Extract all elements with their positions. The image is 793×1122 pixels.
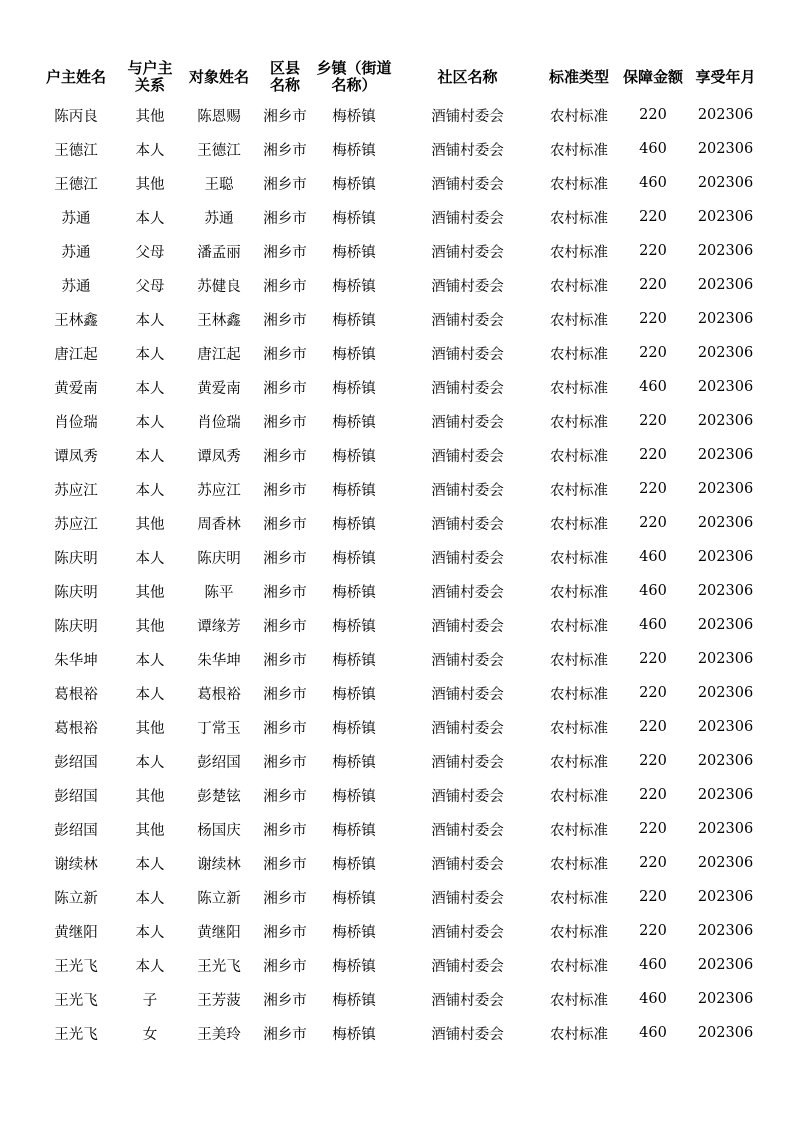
community-cell: 酒铺村委会 [431,788,504,805]
benefit-amount-cell: 460 [639,1025,667,1041]
township-cell: 梅桥镇 [332,380,376,397]
household-head-name-cell: 葛根裕 [54,686,98,703]
household-head-name-cell: 王光飞 [54,958,98,975]
household-head-name-cell: 王林鑫 [54,312,98,329]
household-head-name-cell: 葛根裕 [54,720,98,737]
standard-type-cell: 农村标准 [550,686,608,703]
recipient-name-cell: 王德江 [197,142,241,159]
relation-cell: 本人 [135,380,165,397]
standard-type-cell: 农村标准 [550,312,608,329]
relation-cell: 其他 [135,584,165,601]
table-row [33,336,763,370]
header-household-head-name: 户主姓名 [45,67,106,86]
relation-cell: 其他 [135,618,165,635]
county-cell: 湘乡市 [263,958,307,975]
recipient-name-cell: 苏通 [204,210,234,227]
standard-type-cell: 农村标准 [550,958,608,975]
standard-type-cell: 农村标准 [550,822,608,839]
table-row [33,744,763,778]
household-head-name-cell: 王光飞 [54,992,98,1009]
community-cell: 酒铺村委会 [431,210,504,227]
recipient-name-cell: 王聪 [204,176,234,193]
community-cell: 酒铺村委会 [431,822,504,839]
relation-cell: 本人 [135,924,165,941]
township-cell: 梅桥镇 [332,924,376,941]
township-cell: 梅桥镇 [332,754,376,771]
table-row [33,438,763,472]
relation-cell: 父母 [135,278,165,295]
standard-type-cell: 农村标准 [550,142,608,159]
benefit-month-cell: 202306 [697,583,754,599]
county-cell: 湘乡市 [263,278,307,295]
township-cell: 梅桥镇 [332,108,376,125]
benefit-month-cell: 202306 [697,413,754,429]
standard-type-cell: 农村标准 [550,754,608,771]
standard-type-cell: 农村标准 [550,788,608,805]
standard-type-cell: 农村标准 [550,176,608,193]
county-cell: 湘乡市 [263,176,307,193]
table-row [33,948,763,982]
table-row [33,506,763,540]
standard-type-cell: 农村标准 [550,992,608,1009]
township-cell: 梅桥镇 [332,584,376,601]
benefit-amount-cell: 220 [639,481,667,497]
household-head-name-cell: 王德江 [54,142,98,159]
header-community-name: 社区名称 [437,67,498,86]
benefit-month-cell: 202306 [697,821,754,837]
standard-type-cell: 农村标准 [550,448,608,465]
recipient-name-cell: 苏应江 [197,482,241,499]
benefit-amount-cell: 220 [639,821,667,837]
relation-cell: 本人 [135,958,165,975]
household-head-name-cell: 苏通 [61,244,91,261]
standard-type-cell: 农村标准 [550,550,608,567]
household-head-name-cell: 陈庆明 [54,584,98,601]
household-head-name-cell: 彭绍国 [54,754,98,771]
benefit-amount-cell: 220 [639,685,667,701]
relation-cell: 本人 [135,482,165,499]
township-cell: 梅桥镇 [332,448,376,465]
township-cell: 梅桥镇 [332,890,376,907]
county-cell: 湘乡市 [263,380,307,397]
household-head-name-cell: 陈庆明 [54,618,98,635]
community-cell: 酒铺村委会 [431,448,504,465]
community-cell: 酒铺村委会 [431,550,504,567]
benefit-month-cell: 202306 [697,175,754,191]
benefit-month-cell: 202306 [697,277,754,293]
standard-type-cell: 农村标准 [550,346,608,363]
benefit-month-cell: 202306 [697,379,754,395]
benefit-amount-cell: 220 [639,311,667,327]
relation-cell: 父母 [135,244,165,261]
benefit-month-cell: 202306 [697,957,754,973]
county-cell: 湘乡市 [263,244,307,261]
household-head-name-cell: 唐江起 [54,346,98,363]
benefit-month-cell: 202306 [697,855,754,871]
township-cell: 梅桥镇 [332,1026,376,1043]
community-cell: 酒铺村委会 [431,720,504,737]
benefit-amount-cell: 460 [639,617,667,633]
benefit-amount-cell: 220 [639,515,667,531]
benefit-amount-cell: 460 [639,991,667,1007]
township-cell: 梅桥镇 [332,244,376,261]
benefit-month-cell: 202306 [697,345,754,361]
benefit-month-cell: 202306 [697,447,754,463]
community-cell: 酒铺村委会 [431,924,504,941]
header-standard-type: 标准类型 [548,67,609,86]
household-head-name-cell: 苏通 [61,210,91,227]
recipient-name-cell: 杨国庆 [197,822,241,839]
benefit-amount-cell: 220 [639,209,667,225]
township-cell: 梅桥镇 [332,550,376,567]
recipient-name-cell: 彭绍国 [197,754,241,771]
benefit-month-cell: 202306 [697,617,754,633]
household-head-name-cell: 谢续林 [54,856,98,873]
benefit-month-cell: 202306 [697,243,754,259]
community-cell: 酒铺村委会 [431,652,504,669]
county-cell: 湘乡市 [263,516,307,533]
community-cell: 酒铺村委会 [431,142,504,159]
table-row [33,778,763,812]
community-cell: 酒铺村委会 [431,618,504,635]
community-cell: 酒铺村委会 [431,278,504,295]
benefit-amount-cell: 220 [639,243,667,259]
table-row [33,846,763,880]
household-head-name-cell: 朱华坤 [54,652,98,669]
table-row [33,472,763,506]
community-cell: 酒铺村委会 [431,244,504,261]
relation-cell: 本人 [135,652,165,669]
benefit-month-cell: 202306 [697,515,754,531]
benefit-month-cell: 202306 [697,923,754,939]
table-row [33,540,763,574]
recipient-name-cell: 周香林 [197,516,241,533]
community-cell: 酒铺村委会 [431,346,504,363]
recipient-name-cell: 肖俭瑞 [197,414,241,431]
township-cell: 梅桥镇 [332,414,376,431]
benefit-month-cell: 202306 [697,991,754,1007]
township-cell: 梅桥镇 [332,516,376,533]
county-cell: 湘乡市 [263,924,307,941]
township-cell: 梅桥镇 [332,618,376,635]
recipient-name-cell: 黄爱南 [197,380,241,397]
recipient-name-cell: 彭楚铉 [197,788,241,805]
assistance-recipient-table [33,56,763,1050]
county-cell: 湘乡市 [263,108,307,125]
relation-cell: 本人 [135,686,165,703]
relation-cell: 其他 [135,822,165,839]
township-cell: 梅桥镇 [332,278,376,295]
benefit-amount-cell: 220 [639,855,667,871]
community-cell: 酒铺村委会 [431,584,504,601]
relation-cell: 其他 [135,176,165,193]
table-row [33,200,763,234]
table-row [33,370,763,404]
relation-cell: 本人 [135,210,165,227]
header-relation-to-head: 与户主 关系 [127,59,173,94]
benefit-amount-cell: 460 [639,549,667,565]
standard-type-cell: 农村标准 [550,924,608,941]
community-cell: 酒铺村委会 [431,482,504,499]
recipient-name-cell: 丁常玉 [197,720,241,737]
household-head-name-cell: 苏通 [61,278,91,295]
township-cell: 梅桥镇 [332,142,376,159]
relation-cell: 女 [142,1026,158,1043]
header-benefit-month: 享受年月 [695,67,756,86]
benefit-amount-cell: 220 [639,107,667,123]
county-cell: 湘乡市 [263,652,307,669]
township-cell: 梅桥镇 [332,312,376,329]
benefit-month-cell: 202306 [697,481,754,497]
relation-cell: 本人 [135,856,165,873]
table-row [33,574,763,608]
relation-cell: 本人 [135,550,165,567]
county-cell: 湘乡市 [263,788,307,805]
benefit-month-cell: 202306 [697,889,754,905]
recipient-name-cell: 陈立新 [197,890,241,907]
county-cell: 湘乡市 [263,550,307,567]
relation-cell: 本人 [135,346,165,363]
township-cell: 梅桥镇 [332,176,376,193]
recipient-name-cell: 谭凤秀 [197,448,241,465]
community-cell: 酒铺村委会 [431,958,504,975]
benefit-month-cell: 202306 [697,107,754,123]
township-cell: 梅桥镇 [332,720,376,737]
community-cell: 酒铺村委会 [431,890,504,907]
table-row [33,98,763,132]
benefit-amount-cell: 220 [639,753,667,769]
header-township-name: 乡镇（街道 名称） [316,59,392,94]
recipient-name-cell: 朱华坤 [197,652,241,669]
benefit-amount-cell: 460 [639,583,667,599]
standard-type-cell: 农村标准 [550,482,608,499]
recipient-name-cell: 唐江起 [197,346,241,363]
county-cell: 湘乡市 [263,346,307,363]
standard-type-cell: 农村标准 [550,618,608,635]
recipient-name-cell: 陈恩赐 [197,108,241,125]
relation-cell: 本人 [135,754,165,771]
table-row [33,676,763,710]
benefit-month-cell: 202306 [697,753,754,769]
standard-type-cell: 农村标准 [550,1026,608,1043]
relation-cell: 本人 [135,312,165,329]
benefit-amount-cell: 460 [639,141,667,157]
county-cell: 湘乡市 [263,890,307,907]
table-row [33,710,763,744]
household-head-name-cell: 苏应江 [54,482,98,499]
county-cell: 湘乡市 [263,754,307,771]
benefit-amount-cell: 220 [639,277,667,293]
county-cell: 湘乡市 [263,822,307,839]
township-cell: 梅桥镇 [332,992,376,1009]
benefit-amount-cell: 220 [639,651,667,667]
community-cell: 酒铺村委会 [431,108,504,125]
relation-cell: 本人 [135,142,165,159]
recipient-name-cell: 陈庆明 [197,550,241,567]
table-row [33,1016,763,1050]
county-cell: 湘乡市 [263,482,307,499]
county-cell: 湘乡市 [263,142,307,159]
township-cell: 梅桥镇 [332,788,376,805]
standard-type-cell: 农村标准 [550,720,608,737]
relation-cell: 其他 [135,720,165,737]
benefit-month-cell: 202306 [697,651,754,667]
recipient-name-cell: 王芳菠 [197,992,241,1009]
standard-type-cell: 农村标准 [550,584,608,601]
household-head-name-cell: 陈立新 [54,890,98,907]
table-header [33,56,763,98]
community-cell: 酒铺村委会 [431,312,504,329]
community-cell: 酒铺村委会 [431,1026,504,1043]
header-row [33,56,763,98]
relation-cell: 本人 [135,414,165,431]
township-cell: 梅桥镇 [332,482,376,499]
benefit-amount-cell: 460 [639,379,667,395]
household-head-name-cell: 黄继阳 [54,924,98,941]
county-cell: 湘乡市 [263,210,307,227]
standard-type-cell: 农村标准 [550,210,608,227]
community-cell: 酒铺村委会 [431,516,504,533]
household-head-name-cell: 苏应江 [54,516,98,533]
standard-type-cell: 农村标准 [550,414,608,431]
benefit-month-cell: 202306 [697,787,754,803]
relation-cell: 子 [142,992,158,1009]
table-row [33,914,763,948]
table-row [33,132,763,166]
benefit-amount-cell: 220 [639,923,667,939]
household-head-name-cell: 肖俭瑞 [54,414,98,431]
standard-type-cell: 农村标准 [550,380,608,397]
recipient-name-cell: 苏健良 [197,278,241,295]
household-head-name-cell: 王光飞 [54,1026,98,1043]
standard-type-cell: 农村标准 [550,652,608,669]
standard-type-cell: 农村标准 [550,108,608,125]
table-body [33,98,763,1050]
table-row [33,166,763,200]
recipient-name-cell: 陈平 [204,584,234,601]
household-head-name-cell: 彭绍国 [54,788,98,805]
relation-cell: 本人 [135,448,165,465]
household-head-name-cell: 陈丙良 [54,108,98,125]
community-cell: 酒铺村委会 [431,992,504,1009]
recipient-name-cell: 黄继阳 [197,924,241,941]
county-cell: 湘乡市 [263,584,307,601]
standard-type-cell: 农村标准 [550,516,608,533]
recipient-name-cell: 王林鑫 [197,312,241,329]
standard-type-cell: 农村标准 [550,856,608,873]
table-row [33,404,763,438]
community-cell: 酒铺村委会 [431,686,504,703]
table-row [33,234,763,268]
header-recipient-name: 对象姓名 [188,67,249,86]
header-county-name: 区县 名称 [269,59,300,94]
county-cell: 湘乡市 [263,992,307,1009]
benefit-amount-cell: 220 [639,345,667,361]
benefit-month-cell: 202306 [697,311,754,327]
household-head-name-cell: 陈庆明 [54,550,98,567]
table-row [33,608,763,642]
household-head-name-cell: 彭绍国 [54,822,98,839]
benefit-amount-cell: 220 [639,787,667,803]
benefit-month-cell: 202306 [697,209,754,225]
recipient-name-cell: 王美玲 [197,1026,241,1043]
county-cell: 湘乡市 [263,414,307,431]
recipient-name-cell: 王光飞 [197,958,241,975]
benefit-amount-cell: 460 [639,957,667,973]
recipient-name-cell: 谭缘芳 [197,618,241,635]
relation-cell: 其他 [135,108,165,125]
benefit-month-cell: 202306 [697,141,754,157]
recipient-name-cell: 葛根裕 [197,686,241,703]
benefit-amount-cell: 220 [639,889,667,905]
township-cell: 梅桥镇 [332,652,376,669]
township-cell: 梅桥镇 [332,346,376,363]
table-row [33,880,763,914]
relation-cell: 本人 [135,890,165,907]
household-head-name-cell: 王德江 [54,176,98,193]
county-cell: 湘乡市 [263,720,307,737]
benefit-amount-cell: 220 [639,413,667,429]
table-row [33,982,763,1016]
county-cell: 湘乡市 [263,312,307,329]
standard-type-cell: 农村标准 [550,278,608,295]
community-cell: 酒铺村委会 [431,754,504,771]
benefit-amount-cell: 220 [639,447,667,463]
standard-type-cell: 农村标准 [550,890,608,907]
header-benefit-amount: 保障金额 [622,67,683,86]
county-cell: 湘乡市 [263,448,307,465]
benefit-month-cell: 202306 [697,685,754,701]
community-cell: 酒铺村委会 [431,176,504,193]
relation-cell: 其他 [135,516,165,533]
standard-type-cell: 农村标准 [550,244,608,261]
community-cell: 酒铺村委会 [431,414,504,431]
community-cell: 酒铺村委会 [431,856,504,873]
table-row [33,268,763,302]
household-head-name-cell: 黄爱南 [54,380,98,397]
recipient-name-cell: 谢续林 [197,856,241,873]
recipient-name-cell: 潘孟丽 [197,244,241,261]
benefit-amount-cell: 460 [639,175,667,191]
community-cell: 酒铺村委会 [431,380,504,397]
benefit-amount-cell: 220 [639,719,667,735]
table-row [33,812,763,846]
township-cell: 梅桥镇 [332,686,376,703]
table-row [33,302,763,336]
county-cell: 湘乡市 [263,856,307,873]
benefit-month-cell: 202306 [697,719,754,735]
county-cell: 湘乡市 [263,1026,307,1043]
township-cell: 梅桥镇 [332,958,376,975]
benefit-month-cell: 202306 [697,549,754,565]
relation-cell: 其他 [135,788,165,805]
township-cell: 梅桥镇 [332,822,376,839]
county-cell: 湘乡市 [263,686,307,703]
township-cell: 梅桥镇 [332,210,376,227]
table-row [33,642,763,676]
household-head-name-cell: 谭凤秀 [54,448,98,465]
township-cell: 梅桥镇 [332,856,376,873]
benefit-month-cell: 202306 [697,1025,754,1041]
county-cell: 湘乡市 [263,618,307,635]
